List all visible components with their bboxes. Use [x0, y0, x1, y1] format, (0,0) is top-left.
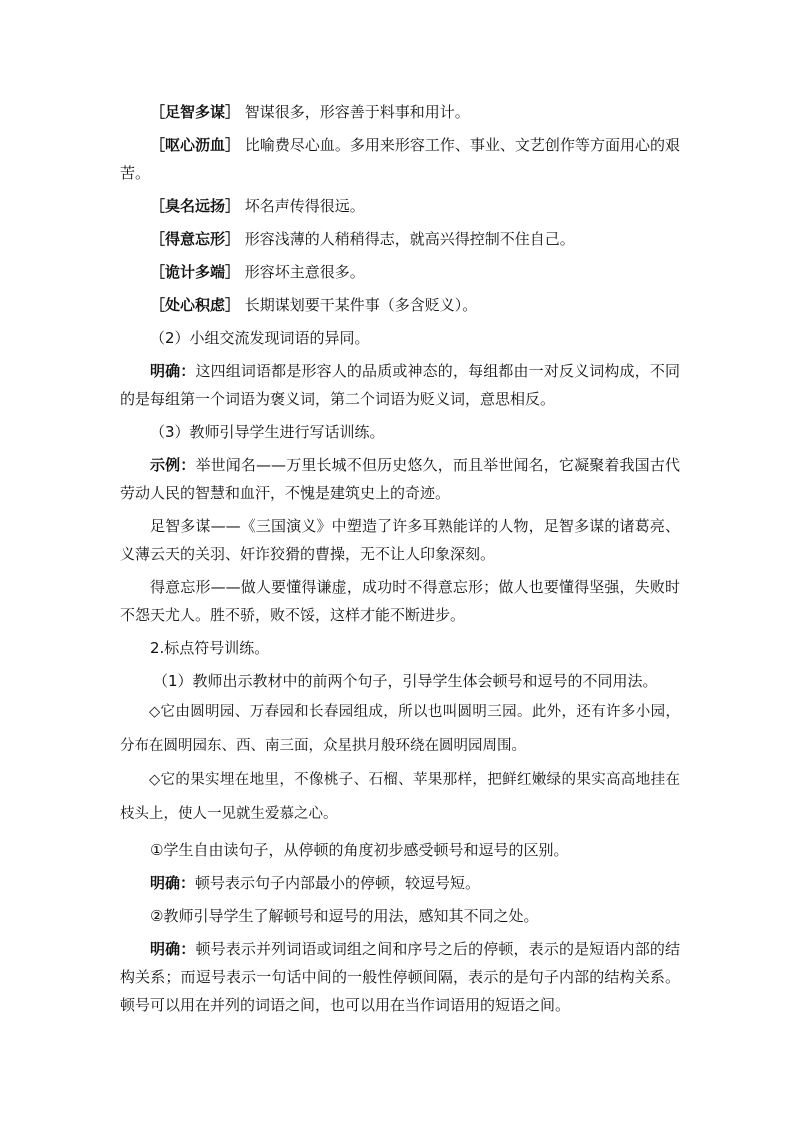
- answer-paragraph: [120, 869, 680, 897]
- sample-sentence: ◇它由圆明园、万春园和长春园组成，所以也叫圆明三园。此外，还有许多小园，分布在圆明园东、西、南三面，众星拱月般环绕在圆明园周围。: [120, 704, 680, 754]
- idiom-entry: [120, 98, 680, 126]
- idiom-entry: [120, 291, 680, 319]
- example-paragraph: 得意忘形——做人要懂得谦虚，成功时不得意忘形；做人也要懂得坚强，失败时不怨天尤人。胜不骄，败不馁，这样才能不断进步。: [120, 578, 680, 624]
- answer-paragraph: [120, 935, 680, 1019]
- step-text: ①学生自由读句子，从停顿的角度初步感受顿号和逗号的区别。: [150, 841, 569, 859]
- example-paragraph: 足智多谋——《三国演义》中塑造了许多耳熟能详的人物，足智多谋的诸葛亮、义薄云天的关羽、奸诈狡猾的曹操，无不让人印象深刻。: [120, 517, 680, 563]
- idiom-term: ［呕心沥血］: [150, 136, 241, 154]
- section-heading: 2.标点符号训练。: [150, 639, 270, 657]
- answer-text: 顿号表示并列词语或词组之间和序号之后的停顿，表示的是短语内部的结构关系；而逗号表示一句话中间的一般性停顿间隔，表示的是句子内部的结构关系。顿号可以用在并列的词语之间，也可以用在当作词语用的短语之间。: [120, 940, 680, 1014]
- idiom-entry: [120, 131, 680, 187]
- idiom-term: ［足智多谋］: [150, 103, 241, 121]
- answer-text: 这四组词语都是形容人的品质或神态的，每组都由一对反义词构成，不同的是每组第一个词语为褒义词，第二个词语为贬义词，意思相反。: [120, 362, 680, 408]
- idiom-term: ［得意忘形］: [150, 230, 241, 248]
- idiom-definition: 长期谋划要干某件事（多含贬义）。: [244, 296, 478, 314]
- answer-label: 明确：: [150, 940, 196, 958]
- answer-label: 明确：: [150, 874, 196, 892]
- idiom-entry: [120, 192, 680, 220]
- answer-label: 明确：: [150, 362, 196, 380]
- answer-paragraph: [120, 357, 680, 413]
- idiom-definition: 坏名声传得很远。: [244, 197, 365, 215]
- idiom-term: ［诡计多端］: [150, 263, 241, 281]
- answer-text: 顿号表示句子内部最小的停顿，较逗号短。: [195, 874, 481, 892]
- document-page: [120, 98, 680, 1019]
- idiom-definition: 智谋很多，形容善于料事和用计。: [244, 103, 470, 121]
- sample-sentence: ◇它的果实埋在地里，不像桃子、石榴、苹果那样，把鲜红嫩绿的果实高高地挂在枝头上，使人一见就生爱慕之心。: [120, 772, 680, 822]
- example-paragraph: [120, 451, 680, 507]
- idiom-entry: [120, 225, 680, 253]
- idiom-definition: 形容浅薄的人稍稍得志，就高兴得控制不住自己。: [244, 230, 575, 248]
- idiom-definition: 比喻费尽心血。多用来形容工作、事业、文艺创作等方面用心的艰苦。: [120, 136, 680, 182]
- step-text: ②教师引导学生了解顿号和逗号的用法，感知其不同之处。: [150, 907, 539, 925]
- step-text: （2）小组交流发现词语的异同。: [150, 329, 370, 347]
- step-text: （3）教师引导学生进行写话训练。: [150, 423, 385, 441]
- idiom-term: ［处心积虑］: [150, 296, 241, 314]
- idiom-definition: 形容坏主意很多。: [244, 263, 365, 281]
- example-text: 举世闻名——万里长城不但历史悠久，而且举世闻名，它凝聚着我国古代劳动人民的智慧和血汗，不愧是建筑史上的奇迹。: [120, 456, 680, 502]
- step-text: （1）教师出示教材中的前两个句子，引导学生体会顿号和逗号的不同用法。: [153, 672, 658, 690]
- example-label: 示例：: [150, 456, 196, 474]
- idiom-entry: [120, 258, 680, 286]
- idiom-term: ［臭名远扬］: [150, 197, 241, 215]
